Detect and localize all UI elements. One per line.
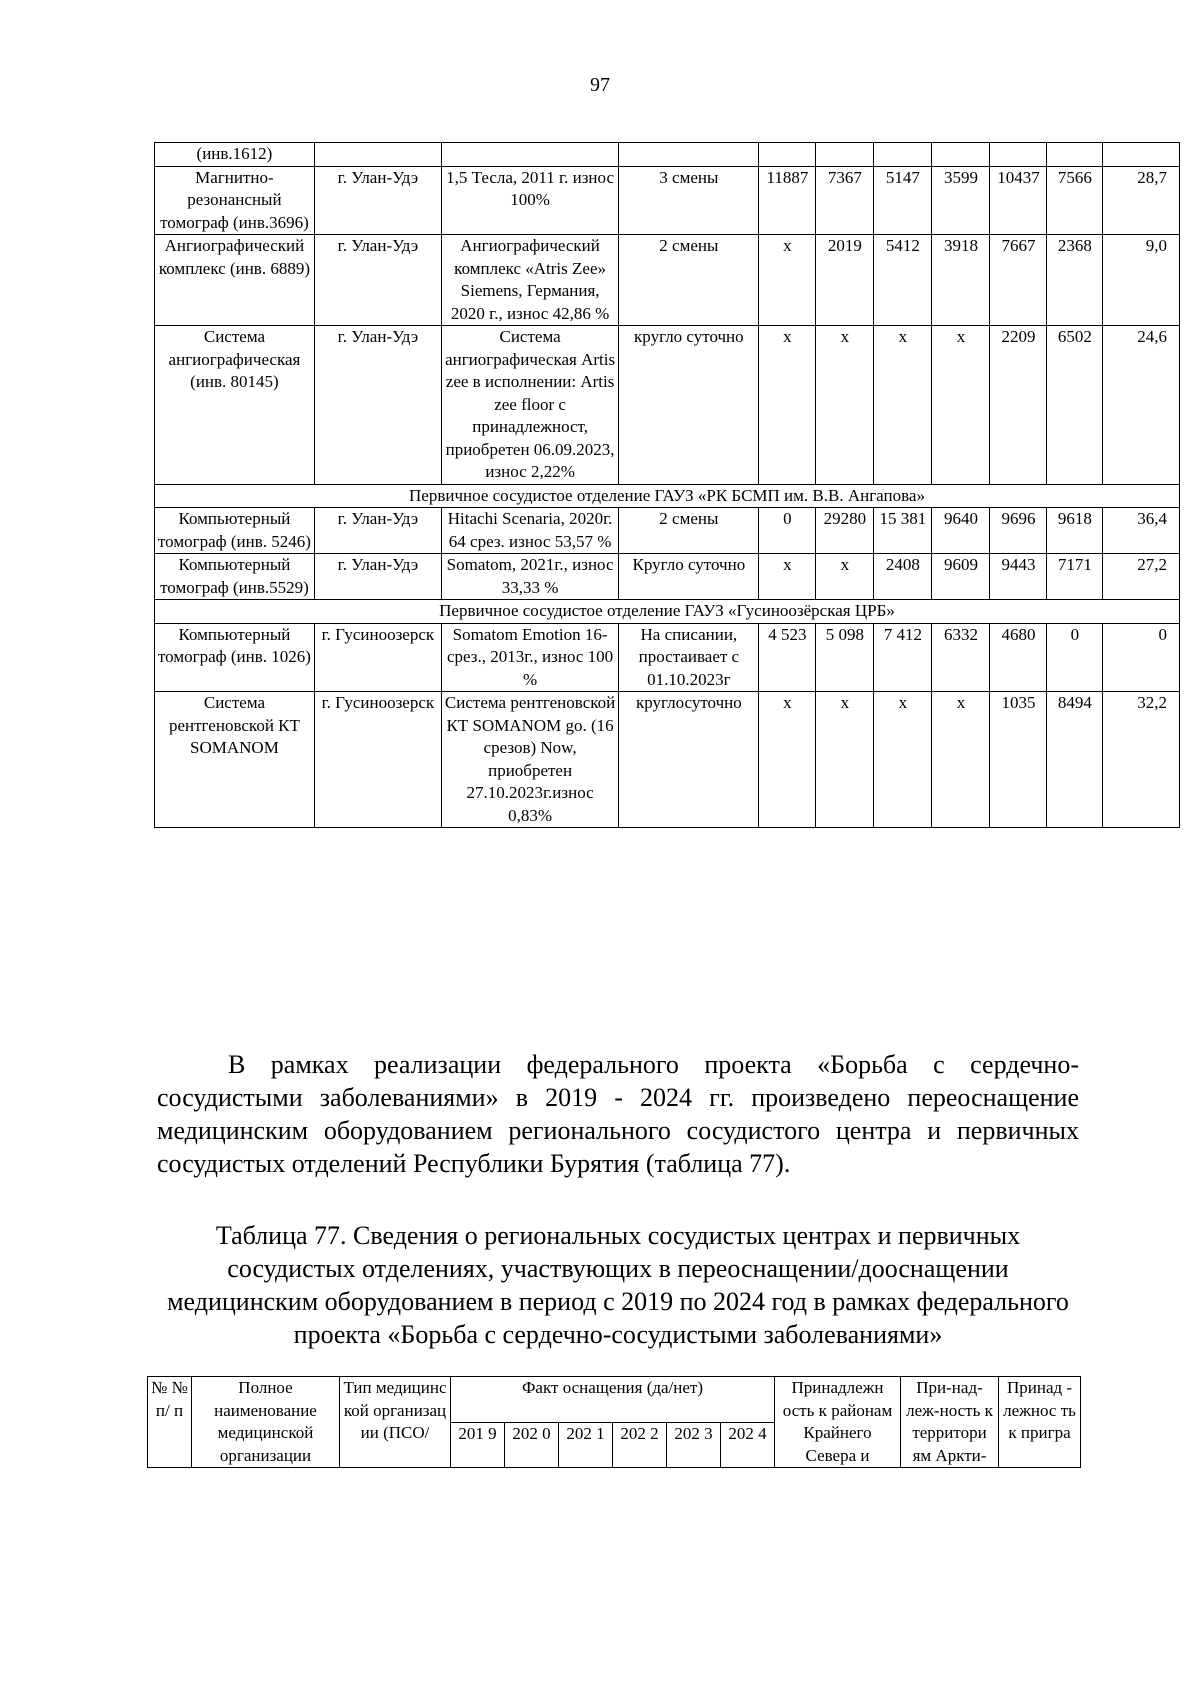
load-value: 32,2 (1103, 692, 1180, 828)
equipment-name: Система рентгеновской КТ SOMANOM (155, 692, 315, 828)
year-header: 202 2 (613, 1422, 667, 1468)
year-header: 201 9 (451, 1422, 505, 1468)
section-row (155, 600, 1180, 624)
value-2023: 2209 (990, 326, 1047, 485)
city: г. Улан-Удэ (314, 508, 441, 554)
model: Somatom Emotion 16-срез., 2013г., износ 100 % (441, 623, 618, 692)
value-2020: x (816, 692, 874, 828)
table-cell (990, 143, 1047, 167)
column-header-fact: Факт оснащения (да/нет) (451, 1377, 775, 1423)
value-2022: 9609 (932, 554, 990, 600)
work-mode: 2 смены (619, 508, 759, 554)
value-2022: 3918 (932, 235, 990, 326)
table-cell (874, 143, 932, 167)
value-2021: 5147 (874, 166, 932, 235)
value-2020: 29280 (816, 508, 874, 554)
table-row (155, 623, 1180, 692)
value-2020: x (816, 554, 874, 600)
load-value: 27,2 (1103, 554, 1180, 600)
header-row (148, 1377, 1081, 1423)
value-2024: 7171 (1047, 554, 1103, 600)
column-header-arctic: При-над-леж-ность к территори ям Аркти- (901, 1377, 999, 1468)
table-row (155, 692, 1180, 828)
column-header-number: № № п/ п (148, 1377, 192, 1468)
equipment-name: Компьютерный томограф (инв. 1026) (155, 623, 315, 692)
value-2022: 9640 (932, 508, 990, 554)
table-cell (314, 143, 441, 167)
work-mode: круглосуточно (619, 692, 759, 828)
value-2022: x (932, 326, 990, 485)
section-title: Первичное сосудистое отделение ГАУЗ «РК БСМП им. В.В. Ангапова» (155, 484, 1180, 508)
column-header-type: Тип медицинс кой организац ии (ПСО/ (340, 1377, 451, 1468)
table-caption: Таблица 77. Сведения о региональных сосудистых центрах и первичных сосудистых отделениях, участвующих в переоснащении/дооснащении медицинским оборудованием в период с 2019 по 2024 год в рамках федерального проекта «Борьба с сердечно-сосудистыми заболеваниями» (167, 1221, 1069, 1349)
city: г. Улан-Удэ (314, 235, 441, 326)
body-paragraph: В рамках реализации федерального проекта «Борьба с сердечно-сосудистыми заболеваниями» в 2019 - 2024 гг. произведено переоснащение медицинским оборудованием регионального сосудистого центра и первичных сосудистых отделений Республики Бурятия (таблица 77). (157, 1050, 1079, 1178)
model: 1,5 Тесла, 2011 г. износ 100% (441, 166, 618, 235)
work-mode: На списании, простаивает с 01.10.2023г (619, 623, 759, 692)
table-row (155, 554, 1180, 600)
value-2020: 2019 (816, 235, 874, 326)
equipment-name: Компьютерный томограф (инв.5529) (155, 554, 315, 600)
city: г. Улан-Удэ (314, 166, 441, 235)
table-row (155, 143, 1180, 167)
work-mode: 2 смены (619, 235, 759, 326)
table-row (155, 508, 1180, 554)
year-header: 202 4 (721, 1422, 775, 1468)
work-mode: 3 смены (619, 166, 759, 235)
table-cell (932, 143, 990, 167)
model: Система рентгеновской КТ SOMANOM go. (16 срезов) Now, приобретен 27.10.2023г.износ 0,83% (441, 692, 618, 828)
table-cell (816, 143, 874, 167)
work-mode: Кругло суточно (619, 554, 759, 600)
equipment-name: Компьютерный томограф (инв. 5246) (155, 508, 315, 554)
city: г. Улан-Удэ (314, 326, 441, 485)
value-2019: x (759, 554, 816, 600)
table-cell (619, 143, 759, 167)
model: Somatom, 2021г., износ 33,33 % (441, 554, 618, 600)
model: Ангиографический комплекс «Atris Zee» Siemens, Германия, 2020 г., износ 42,86 % (441, 235, 618, 326)
city: г. Гусиноозерск (314, 692, 441, 828)
column-header-organization: Полное наименование медицинской организации (192, 1377, 340, 1468)
value-2023: 9443 (990, 554, 1047, 600)
value-2021: x (874, 692, 932, 828)
equipment-table (154, 142, 1180, 828)
load-value: 28,7 (1103, 166, 1180, 235)
table-cell (759, 143, 816, 167)
model: Hitachi Scenaria, 2020г. 64 срез. износ 53,57 % (441, 508, 618, 554)
value-2020: x (816, 326, 874, 485)
value-2023: 7667 (990, 235, 1047, 326)
value-2019: 0 (759, 508, 816, 554)
value-2023: 9696 (990, 508, 1047, 554)
value-2023: 4680 (990, 623, 1047, 692)
value-2022: x (932, 692, 990, 828)
year-header: 202 1 (559, 1422, 613, 1468)
table-row (155, 235, 1180, 326)
column-header-border: Принад - лежнос ть к пригра (999, 1377, 1081, 1468)
value-2019: x (759, 235, 816, 326)
value-2021: 2408 (874, 554, 932, 600)
table-cell (1047, 143, 1103, 167)
value-2024: 2368 (1047, 235, 1103, 326)
value-2021: 5412 (874, 235, 932, 326)
value-2023: 10437 (990, 166, 1047, 235)
value-2024: 7566 (1047, 166, 1103, 235)
column-header-north: Принадлежн ость к районам Крайнего Севера и (775, 1377, 901, 1468)
load-value: 0 (1103, 623, 1180, 692)
table-cell: (инв.1612) (155, 143, 315, 167)
value-2020: 5 098 (816, 623, 874, 692)
value-2024: 8494 (1047, 692, 1103, 828)
table-cell (1103, 143, 1180, 167)
work-mode: кругло суточно (619, 326, 759, 485)
value-2021: 7 412 (874, 623, 932, 692)
value-2019: 4 523 (759, 623, 816, 692)
table-cell (441, 143, 618, 167)
load-value: 9,0 (1103, 235, 1180, 326)
value-2020: 7367 (816, 166, 874, 235)
table-row (155, 166, 1180, 235)
table-row (155, 326, 1180, 485)
value-2019: x (759, 692, 816, 828)
value-2024: 9618 (1047, 508, 1103, 554)
equipment-name: Магнитно-резонансный томограф (инв.3696) (155, 166, 315, 235)
equipment-name: Система ангиографическая (инв. 80145) (155, 326, 315, 485)
value-2019: x (759, 326, 816, 485)
city: г. Улан-Удэ (314, 554, 441, 600)
model: Система ангиографическая Artis zee в исполнении: Artis zee floor с принадлежност, приобретен 06.09.2023, износ 2,22% (441, 326, 618, 485)
load-value: 24,6 (1103, 326, 1180, 485)
table-77-header (147, 1376, 1081, 1468)
value-2019: 11887 (759, 166, 816, 235)
year-header: 202 3 (667, 1422, 721, 1468)
year-header: 202 0 (505, 1422, 559, 1468)
city: г. Гусиноозерск (314, 623, 441, 692)
value-2023: 1035 (990, 692, 1047, 828)
value-2022: 3599 (932, 166, 990, 235)
equipment-name: Ангиографический комплекс (инв. 6889) (155, 235, 315, 326)
value-2021: 15 381 (874, 508, 932, 554)
value-2024: 6502 (1047, 326, 1103, 485)
section-title: Первичное сосудистое отделение ГАУЗ «Гусиноозёрская ЦРБ» (155, 600, 1180, 624)
value-2021: x (874, 326, 932, 485)
section-row (155, 484, 1180, 508)
value-2022: 6332 (932, 623, 990, 692)
load-value: 36,4 (1103, 508, 1180, 554)
page-number: 97 (590, 74, 610, 96)
value-2024: 0 (1047, 623, 1103, 692)
